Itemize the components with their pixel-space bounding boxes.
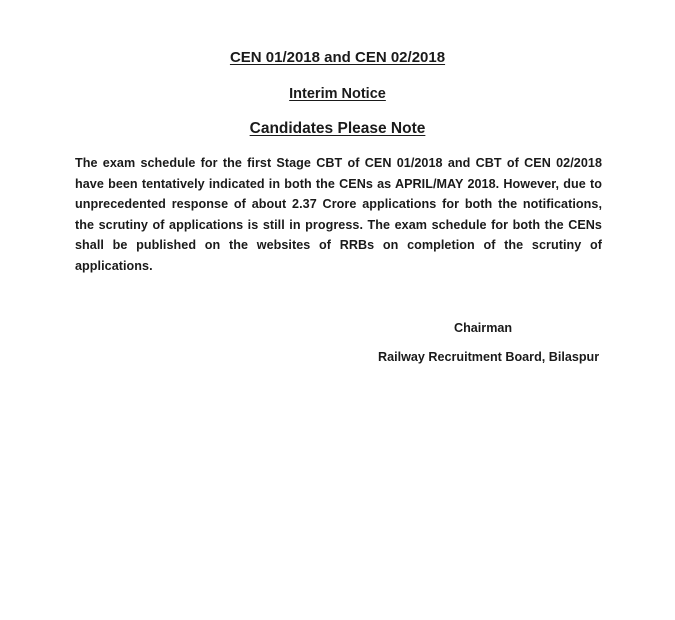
notice-reference-heading: CEN 01/2018 and CEN 02/2018 (229, 49, 446, 66)
notice-body: The exam schedule for the first Stage CBT of CEN 01/2018 and CBT of CEN 02/2018 have been tentatively indicated in both the CENs as APRIL/MAY 2018. However, due to unprecedented response of about 2.37 Crore applications for both the notifications, the scrutiny of applications is still in progress. The exam schedule for both the CENs shall be published on the websites of RRBs on completion of the scrutiny of applications. (75, 156, 602, 273)
signatory-title: Chairman (454, 321, 513, 335)
notice-attention-heading: Candidates Please Note (249, 120, 426, 137)
signatory-organization: Railway Recruitment Board, Bilaspur (378, 350, 600, 364)
notice-type-heading: Interim Notice (289, 86, 386, 102)
